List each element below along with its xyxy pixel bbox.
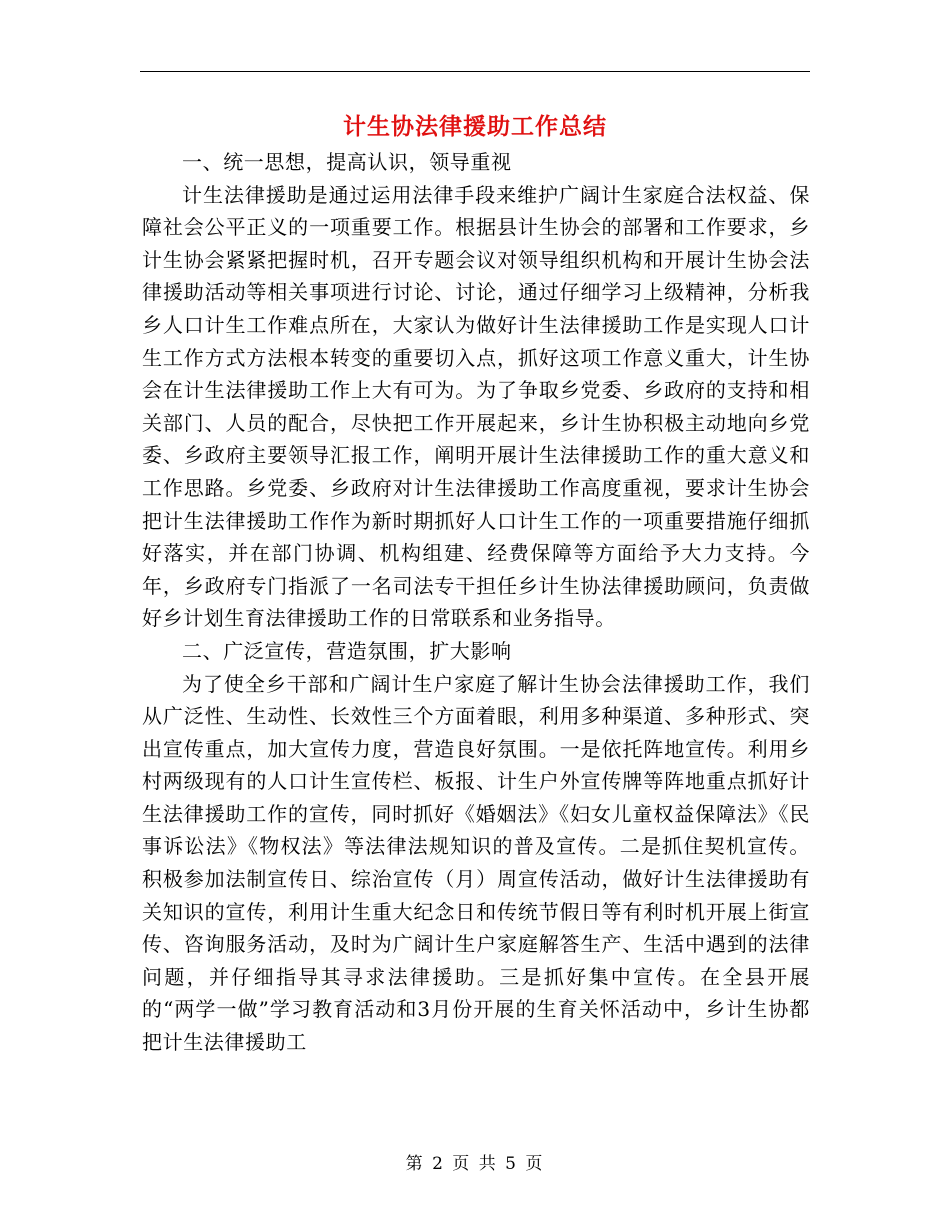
section-heading-1: 一、统一思想，提高认识，领导重视 <box>182 150 512 174</box>
document-title: 计生协法律援助工作总结 <box>343 113 607 140</box>
section-heading-2: 二、广泛宣传，营造氛围，扩大影响 <box>182 638 512 663</box>
section-2-paragraph: 为了使全乡干部和广阔计生户家庭了解计生协会法律援助工作，我们从广泛性、生动性、长效性三个方面着眼，利用多种渠道、多种形式、突出宣传重点，加大宣传力度，营造良好氛围。一是依托阵地宣传。利用乡村两级现有的人口计生宣传栏、板报、计生户外宣传牌等阵地重点抓好计生法律援助工作的宣传，同时抓好《婚姻法》《妇女儿童权益保障法》《民事诉讼法》《物权法》等法律法规知识的普及宣传。二是抓住契机宣传。积极参加法制宣传日、综治宣传（月）周宣传活动，做好计生法律援助有关知识的宣传，利用计生重大纪念日和传统节假日等有利时机开展上街宣传、咨询服务活动，及时为广阔计生户家庭解答生产、生活中遇到的法律问题，并仔细指导其寻求法律援助。三是抓好集中宣传。在全县开展的“两学一做”学习教育活动和3月份开展的生育关怀活动中，乡计生协都把计生法律援助工 <box>142 671 810 1055</box>
header-rule <box>140 71 810 72</box>
document-body <box>142 146 810 1059</box>
section-1-paragraph: 计生法律援助是通过运用法律手段来维护广阔计生家庭合法权益、保障社会公平正义的一项重要工作。根据县计生协会的部署和工作要求，乡计生协会紧紧把握时机，召开专题会议对领导组织机构和开展计生协会法律援助活动等相关事项进行讨论、讨论，通过仔细学习上级精神，分析我乡人口计生工作难点所在，大家认为做好计生法律援助工作是实现人口计生工作方式方法根本转变的重要切入点，抓好这项工作意义重大，计生协会在计生法律援助工作上大有可为。为了争取乡党委、乡政府的支持和相关部门、人员的配合，尽快把工作开展起来，乡计生协积极主动地向乡党委、乡政府主要领导汇报工作，阐明开展计生法律援助工作的重大意义和工作思路。乡党委、乡政府对计生法律援助工作高度重视，要求计生协会把计生法律援助工作作为新时期抓好人口计生工作的一项重要措施仔细抓好落实，并在部门协调、机构组建、经费保障等方面给予大力支持。今年，乡政府专门指派了一名司法专干担任乡计生协法律援助顾问，负责做好乡计划生育法律援助工作的日常联系和业务指导。 <box>142 182 810 631</box>
page-number: 第 2 页 共 5 页 <box>405 1154 545 1174</box>
